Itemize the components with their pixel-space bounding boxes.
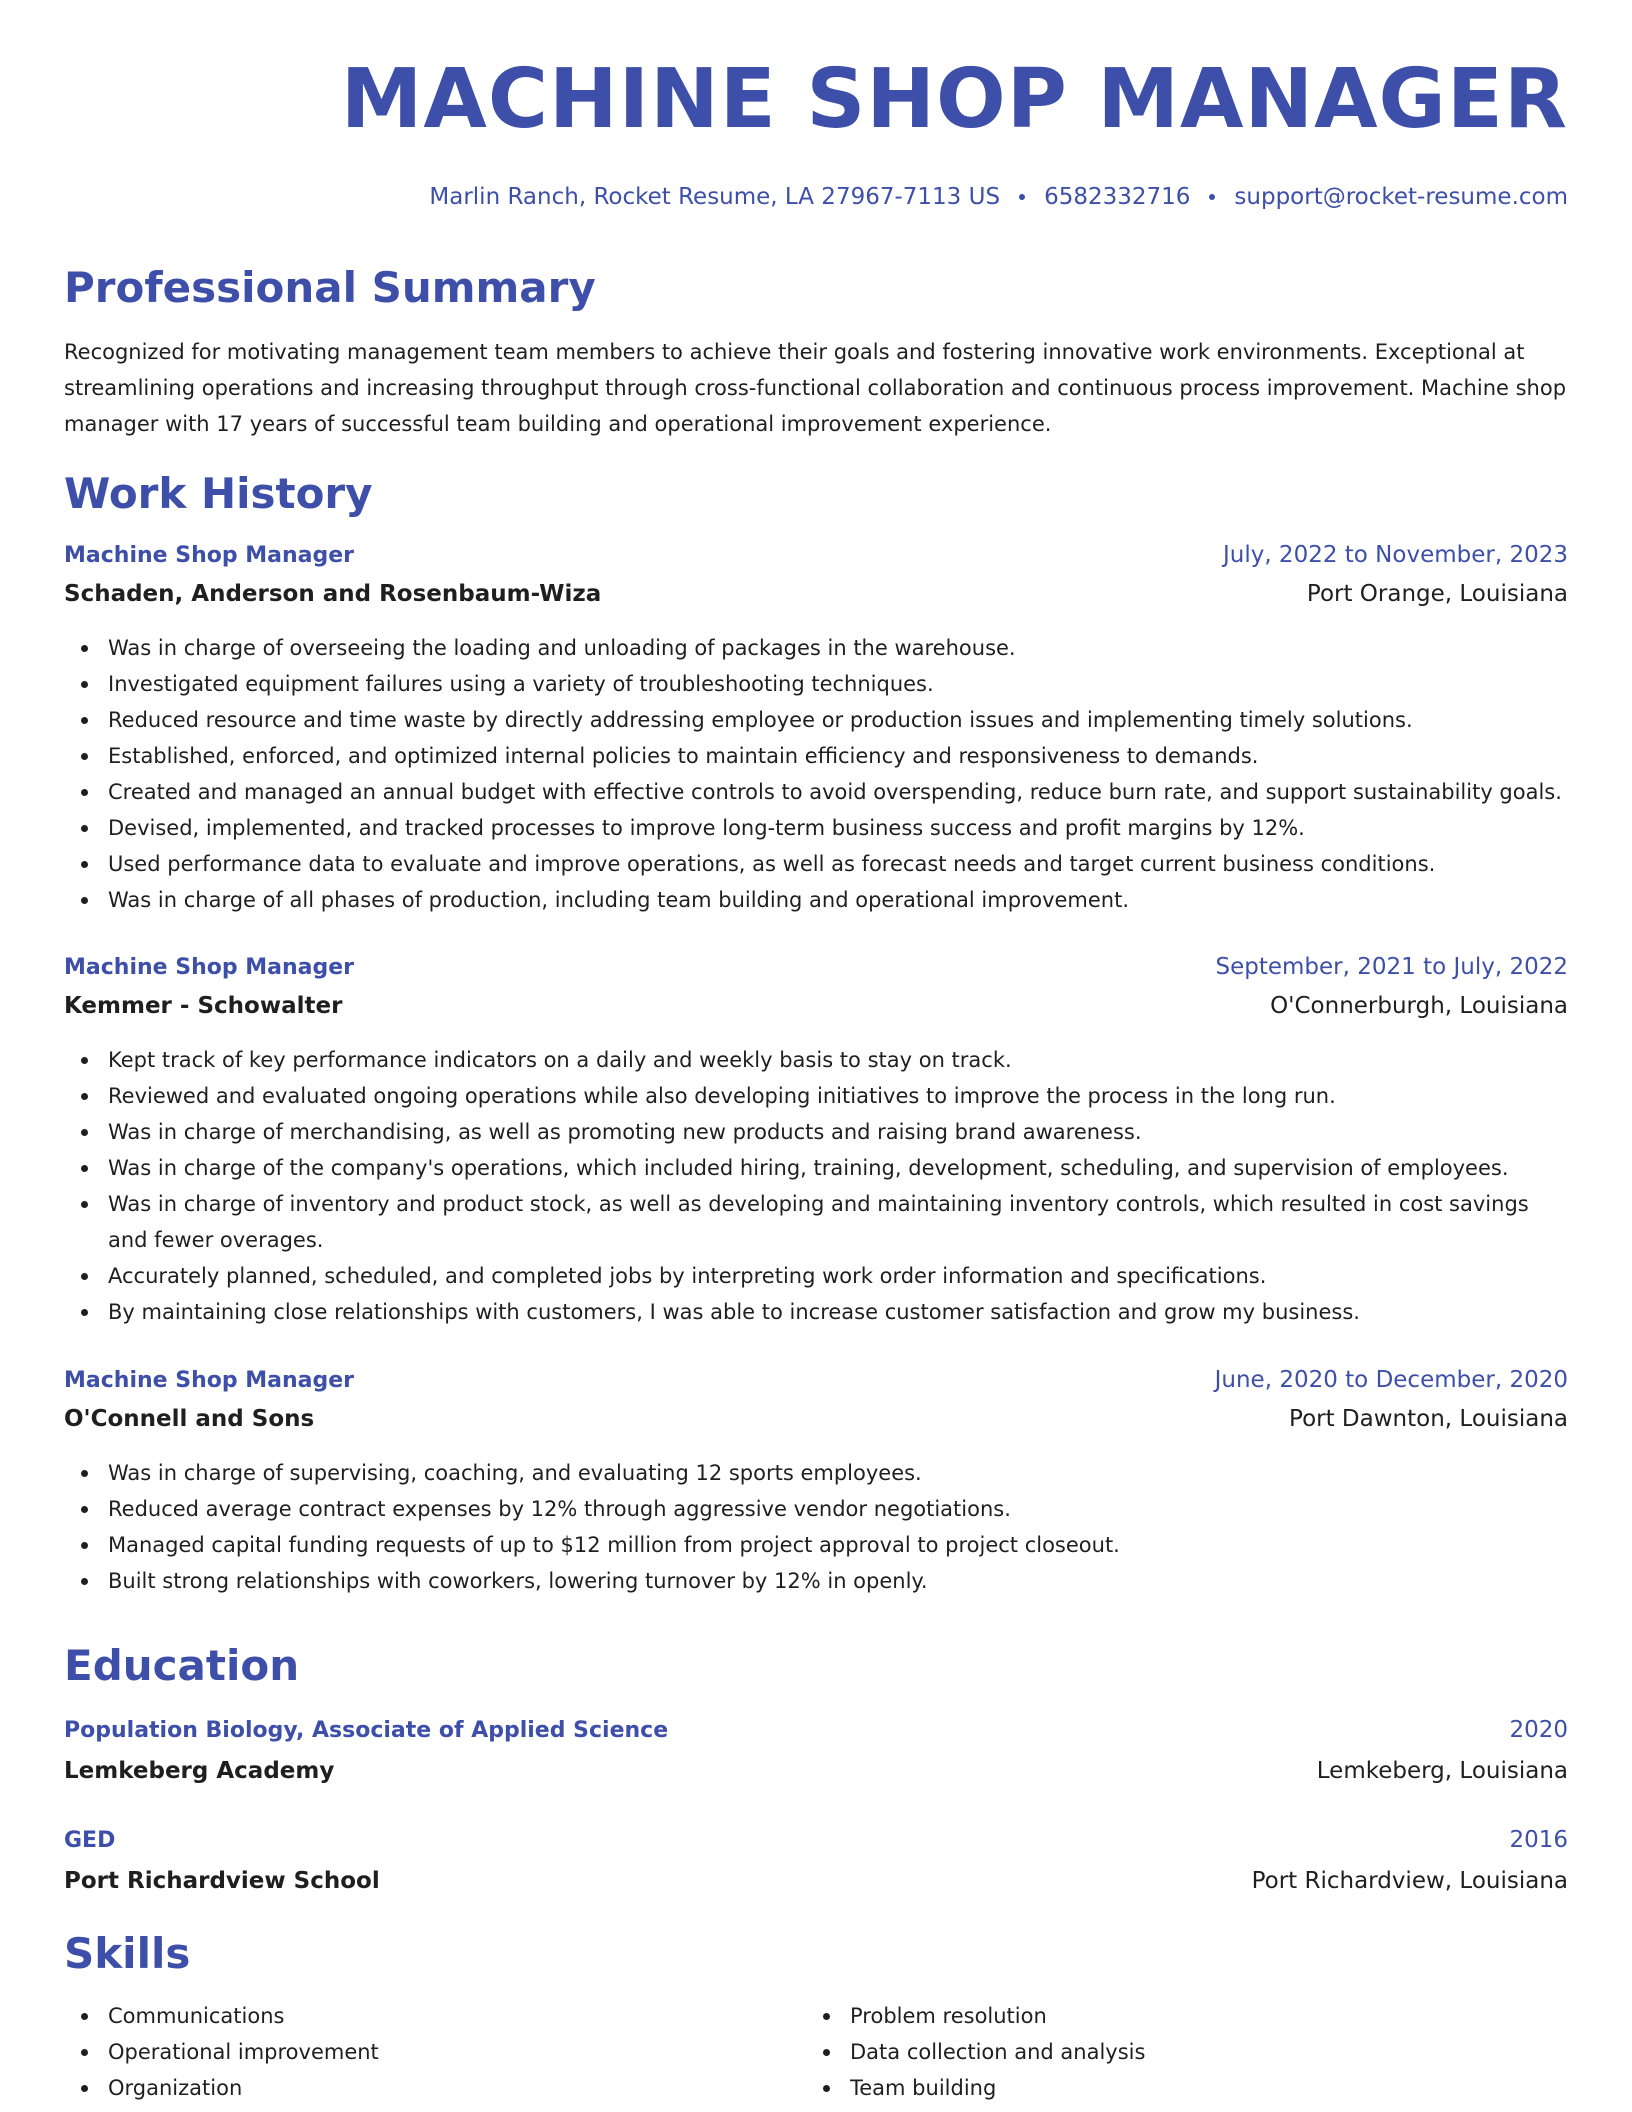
bullet-separator-icon [1019,194,1025,200]
list-item: Was in charge of merchandising, as well as promoting new products and raising brand awareness. [64,1114,1568,1150]
list-item: Reduced average contract expenses by 12% through aggressive vendor negotiations. [64,1491,1568,1527]
list-item: Was in charge of the company's operations, which included hiring, training, development, scheduling, and supervision of employees. [64,1150,1568,1186]
job-title: Machine Shop Manager [64,543,355,568]
job-entry [64,948,1568,1330]
job-dates: July, 2022 to November, 2023 [1222,542,1568,568]
job-bullets [64,1455,1568,1599]
education-heading: Education [64,1641,300,1690]
degree: Population Biology, Associate of Applied Science [64,1718,669,1743]
job-bullets [64,1042,1568,1330]
job-location: Port Dawnton, Louisiana [1289,1406,1568,1432]
job-title: Machine Shop Manager [64,955,355,980]
list-item: Problem resolution [806,1998,1548,2034]
education-entry [64,1821,1568,1900]
resume-name: MACHINE SHOP MANAGER [340,52,1568,147]
job-title: Machine Shop Manager [64,1368,355,1393]
job-company: Schaden, Anderson and Rosenbaum-Wiza [64,581,602,607]
job-company: O'Connell and Sons [64,1406,315,1432]
list-item: Kept track of key performance indicators on a daily and weekly basis to stay on track. [64,1042,1568,1078]
contact-phone: 6582332716 [1044,184,1191,210]
skills-heading: Skills [64,1929,191,1978]
list-item: Devised, implemented, and tracked processes to improve long-term business success and profit margins by 12%. [64,810,1568,846]
list-item: Was in charge of overseeing the loading and unloading of packages in the warehouse. [64,630,1568,666]
list-item: By maintaining close relationships with customers, I was able to increase customer satisfaction and grow my business. [64,1294,1568,1330]
job-dates: June, 2020 to December, 2020 [1214,1367,1568,1393]
skills-column-left [64,1998,806,2106]
list-item: Investigated equipment failures using a variety of troubleshooting techniques. [64,666,1568,702]
list-item: Managed capital funding requests of up to $12 million from project approval to project closeout. [64,1527,1568,1563]
list-item: Reviewed and evaluated ongoing operations while also developing initiatives to improve the process in the long run. [64,1078,1568,1114]
list-item: Created and managed an annual budget with effective controls to avoid overspending, reduce burn rate, and support sustainability goals. [64,774,1568,810]
list-item: Operational improvement [64,2034,806,2070]
list-item: Accurately planned, scheduled, and completed jobs by interpreting work order information and specifications. [64,1258,1568,1294]
contact-line [429,180,1568,214]
contact-address: Marlin Ranch, Rocket Resume, LA 27967-7113 US [429,184,1001,210]
school-name: Port Richardview School [64,1868,380,1894]
list-item: Was in charge of inventory and product stock, as well as developing and maintaining inventory controls, which resulted in cost savings and fewer overages. [64,1186,1568,1258]
resume-page [64,0,1568,2112]
bullet-separator-icon [1209,194,1215,200]
list-item: Was in charge of all phases of production, including team building and operational improvement. [64,882,1568,918]
list-item: Reduced resource and time waste by directly addressing employee or production issues and implementing timely solutions. [64,702,1568,738]
education-year: 2020 [1509,1717,1568,1743]
list-item: Used performance data to evaluate and improve operations, as well as forecast needs and target current business conditions. [64,846,1568,882]
job-entry [64,536,1568,918]
job-entry [64,1361,1568,1599]
education-entry [64,1711,1568,1790]
contact-email[interactable]: support@rocket-resume.com [1234,184,1568,210]
summary-text: Recognized for motivating management team members to achieve their goals and fostering innovative work environments. Exceptional at streamlining operations and increasing throughput through cross-functional collaboration and continuous process improvement. Machine shop manager with 17 years of successful team building and operational improvement experience. [64,340,1567,436]
job-company: Kemmer - Schowalter [64,993,343,1019]
list-item: Communications [64,1998,806,2034]
school-location: Port Richardview, Louisiana [1251,1868,1568,1894]
list-item: Organization [64,2070,806,2106]
list-item: Team building [806,2070,1548,2106]
school-name: Lemkeberg Academy [64,1758,335,1784]
job-dates: September, 2021 to July, 2022 [1215,954,1568,980]
job-bullets [64,630,1568,918]
skills-column-right [806,1998,1548,2106]
work-history-heading: Work History [64,469,373,518]
summary-heading: Professional Summary [64,263,596,312]
school-location: Lemkeberg, Louisiana [1316,1758,1568,1784]
list-item: Established, enforced, and optimized internal policies to maintain efficiency and responsiveness to demands. [64,738,1568,774]
job-location: Port Orange, Louisiana [1306,581,1568,607]
list-item: Built strong relationships with coworkers, lowering turnover by 12% in openly. [64,1563,1568,1599]
job-location: O'Connerburgh, Louisiana [1270,993,1568,1019]
list-item: Was in charge of supervising, coaching, and evaluating 12 sports employees. [64,1455,1568,1491]
skills-list [64,1998,1568,2106]
degree: GED [64,1828,116,1853]
education-year: 2016 [1509,1827,1568,1853]
list-item: Data collection and analysis [806,2034,1548,2070]
